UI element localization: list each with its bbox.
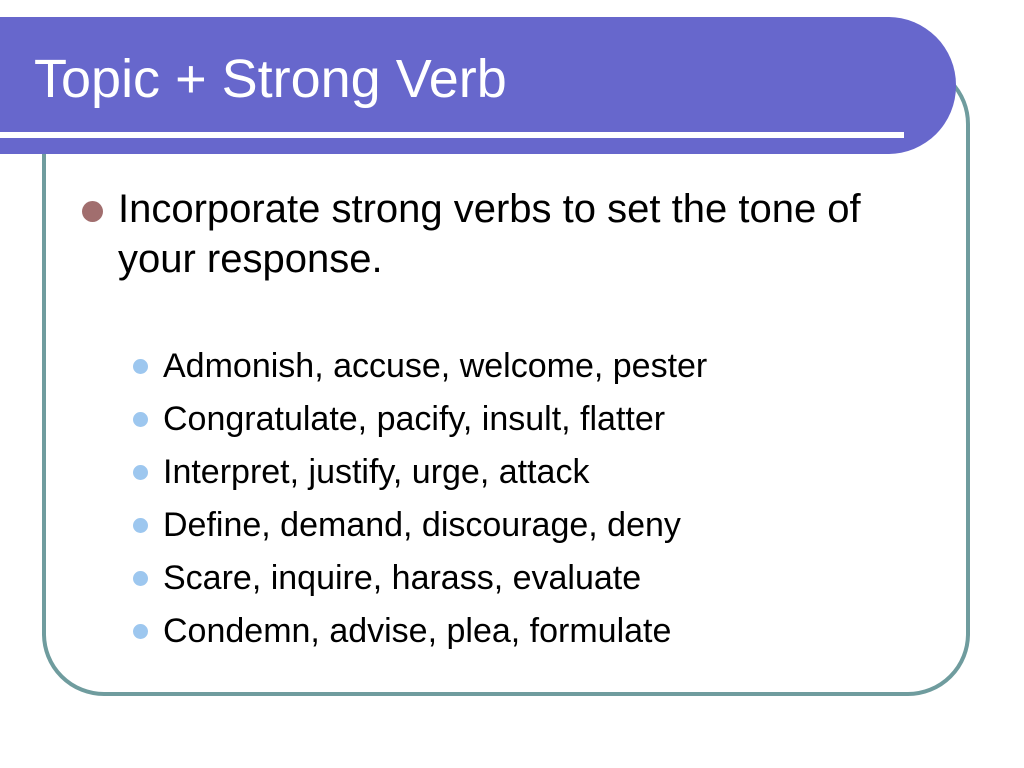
bullet-dot-icon (82, 201, 103, 222)
sub-bullet-dot-icon (133, 571, 148, 586)
main-bullet-text: Incorporate strong verbs to set the tone of your response. (118, 187, 861, 281)
sub-bullet-dot-icon (133, 359, 148, 374)
sub-bullet-dot-icon (133, 412, 148, 427)
sub-bullet-text: Congratulate, pacify, insult, flatter (163, 400, 666, 438)
title-underline (0, 132, 904, 138)
sub-bullet-dot-icon (133, 465, 148, 480)
sub-bullet-text: Define, demand, discourage, deny (163, 506, 681, 544)
sub-bullet-text: Admonish, accuse, welcome, pester (163, 347, 708, 385)
sub-bullet-dot-icon (133, 518, 148, 533)
sub-bullet-dot-icon (133, 624, 148, 639)
sub-bullet-text: Scare, inquire, harass, evaluate (163, 559, 642, 597)
sub-bullet-text: Condemn, advise, plea, formulate (163, 612, 672, 650)
slide-title: Topic + Strong Verb (34, 49, 507, 109)
sub-bullet-text: Interpret, justify, urge, attack (163, 453, 590, 491)
